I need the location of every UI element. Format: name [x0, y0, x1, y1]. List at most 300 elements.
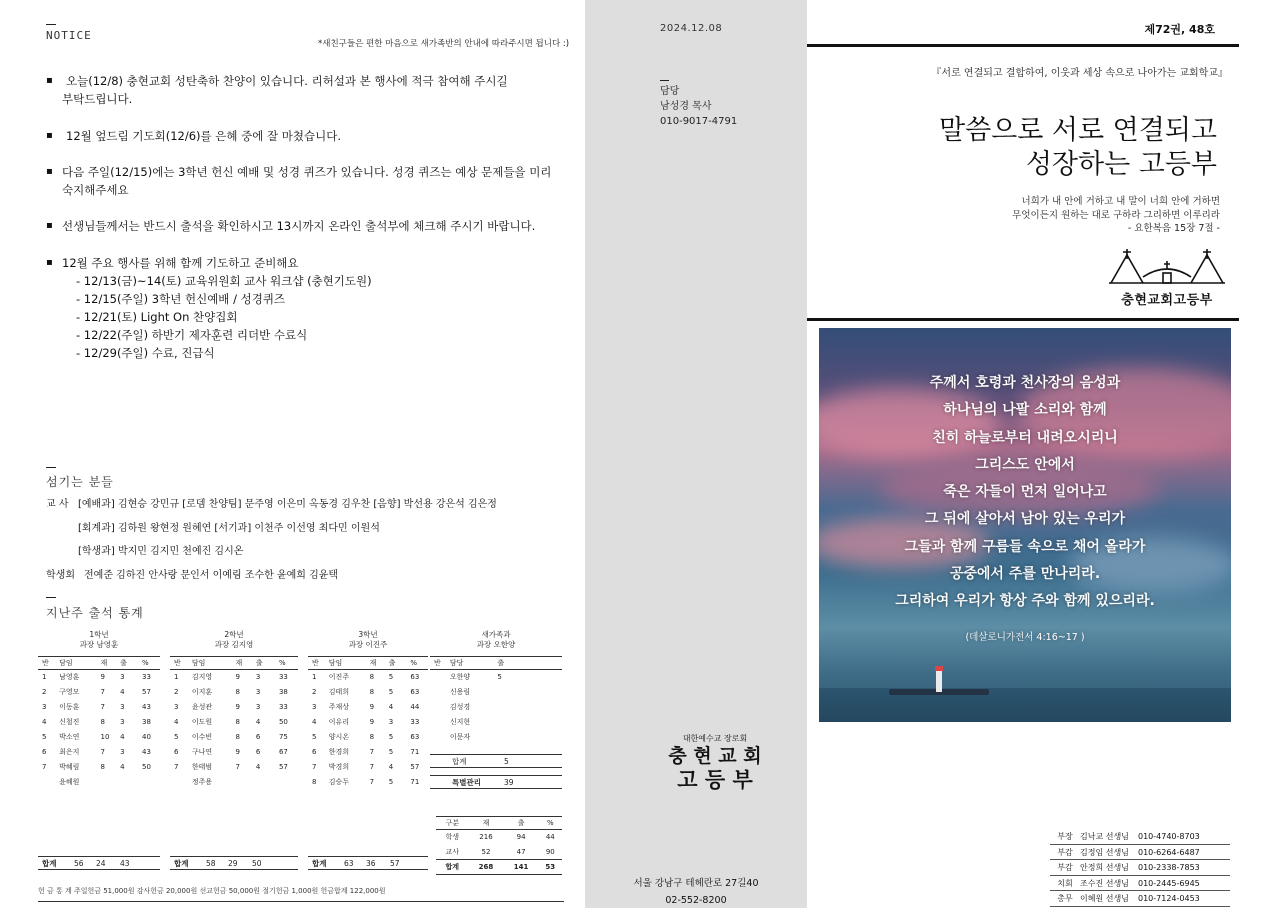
table-cell: 7: [42, 763, 47, 771]
notice-item: [46, 217, 535, 235]
total-cell: 합계: [42, 859, 57, 868]
table-cell: 김지영: [191, 673, 213, 682]
table-cell: [252, 775, 275, 790]
table-cell: [116, 775, 138, 790]
cover-page: [807, 0, 1283, 908]
table-cell: 7: [369, 748, 375, 756]
staff-role: 부감: [1057, 847, 1073, 857]
table-cell: 44: [410, 703, 420, 711]
table-cell: 신철진: [59, 718, 80, 726]
table-cell: 50: [142, 763, 151, 771]
table-row: [430, 685, 562, 700]
scripture-line: 주께서 호령과 천사장의 음성과: [929, 375, 1121, 391]
table-cell: 216: [479, 833, 493, 842]
table-cell: 40: [142, 733, 151, 741]
table-cell: 33: [410, 718, 420, 726]
newcomer-table: [430, 656, 562, 745]
scripture-line: 죽은 자들이 먼저 일어나고: [943, 484, 1107, 501]
table-header-row: [170, 657, 298, 670]
servers-title: 섬기는 분들: [46, 475, 114, 489]
notice-item-text: ▪ 다음 주일(12/15)에는 3학년 헌신 예배 및 성경 퀴즈가 있습니다. 성경 퀴즈는 예상 문제들을 미리: [62, 165, 552, 179]
table-header-row: [308, 657, 428, 670]
column-header: 반: [308, 657, 325, 670]
staff-name: 김낙교 선생님: [1080, 832, 1129, 841]
notice-item: [46, 163, 551, 199]
staff-phone: 010-7124-0453: [1138, 894, 1200, 903]
pastor-role: 담당: [660, 86, 680, 97]
table-row: [38, 715, 160, 730]
table-cell: 한경희: [328, 748, 350, 756]
staff-role: 치회: [1057, 878, 1073, 888]
table-header-row: [38, 657, 160, 670]
table-cell: 주재상: [328, 703, 350, 711]
table-cell: 3: [174, 703, 179, 711]
column-header: %: [539, 817, 562, 830]
table-cell: 9: [235, 748, 240, 756]
teacher-row: [학생과] 박지민 김지민 천예진 김시온: [78, 546, 244, 557]
table-cell: 2: [174, 688, 179, 696]
table-cell: 학생: [445, 833, 459, 842]
table-cell: 4: [120, 733, 125, 741]
lighthouse-icon: [936, 670, 942, 692]
column-header: %: [275, 657, 298, 670]
table-row: [430, 730, 562, 745]
newcomer-title: 새가족과: [481, 630, 511, 639]
left-page: [0, 0, 585, 908]
table-cell: 7: [100, 703, 106, 711]
table-cell: 교사: [445, 847, 459, 856]
table-cell: 3: [42, 703, 47, 711]
column-header: 재: [97, 657, 117, 670]
event-item: - 12/21(토) Light On 찬양집회: [76, 310, 238, 324]
table-cell: 최은지: [59, 748, 80, 756]
staff-row: [1050, 876, 1230, 892]
notice-item-text: 부탁드립니다.: [62, 92, 133, 106]
table-cell: 3: [120, 748, 125, 756]
total-cell: 63: [344, 859, 354, 868]
theme-verse: [1012, 195, 1220, 236]
divider: [807, 318, 1239, 321]
notice-item-text: ▪ 12월 주요 행사를 위해 함께 기도하고 준비해요: [62, 256, 299, 270]
table-cell: 8: [369, 733, 375, 741]
table-row: [308, 715, 428, 730]
table-cell: [170, 775, 188, 790]
motto: 『서로 연결되고 결합하여, 이웃과 세상 속으로 나아가는 교회학교』: [931, 68, 1228, 79]
table-cell: 10: [100, 733, 110, 741]
staff-name: 김정임 선생님: [1080, 847, 1129, 857]
table-cell: [493, 700, 562, 715]
table-cell: 57: [142, 688, 151, 696]
table-cell: 7: [174, 763, 179, 771]
table-cell: 박소연: [59, 733, 80, 741]
students-label: 학생회: [46, 570, 75, 581]
class-total: [38, 856, 160, 870]
table-row: [38, 775, 160, 790]
table-cell: 2: [42, 688, 47, 696]
table-row: [170, 760, 298, 775]
table-cell: 4: [255, 718, 261, 726]
class-header: [170, 630, 298, 650]
class-lead: 과장 남영훈: [79, 640, 119, 649]
logo-line1: 충 현 교 회: [668, 745, 762, 767]
table-cell: 이유리: [328, 718, 350, 726]
offering-summary: 헌 금 통 계 주일헌금 51,000원 감사헌금 20,000원 선교헌금 50,000원 절기헌금 1,000원 헌금합계 122,000원: [38, 886, 564, 902]
row-label: 특별관리: [452, 778, 481, 787]
table-cell: 구영모: [59, 688, 80, 696]
table-cell: 박혜림: [59, 763, 80, 771]
table-cell: 1: [312, 673, 317, 682]
table-row: [436, 845, 562, 860]
table-cell: 6: [255, 733, 261, 741]
total-cell: 56: [74, 859, 84, 868]
table-cell: 268: [478, 863, 494, 871]
class-grade: 2학년: [224, 630, 244, 639]
total-cell: 58: [206, 859, 216, 868]
staff-role: 부장: [1057, 832, 1073, 841]
table-cell: 이진주: [328, 673, 350, 682]
staff-row: [1050, 891, 1230, 907]
table-cell: 50: [278, 718, 288, 726]
total-cell: 29: [228, 859, 238, 868]
table-cell: 71: [410, 778, 420, 786]
table-cell: 5: [497, 673, 502, 682]
table-cell: 44: [545, 833, 555, 842]
table-row: [170, 685, 298, 700]
table-cell: 43: [142, 703, 151, 711]
total-cell: 50: [252, 859, 262, 868]
table-cell: 윤성관: [191, 703, 213, 711]
scripture-photo: [819, 328, 1231, 722]
table-cell: 57: [278, 763, 288, 771]
pastor-name: 남성경 목사: [660, 101, 712, 112]
column-header: %: [406, 657, 428, 670]
table-cell: 양시온: [328, 733, 350, 741]
table-cell: 7: [312, 763, 317, 771]
row-value: 39: [504, 778, 514, 787]
notice-note: *새친구들은 편한 마음으로 새가족반의 안내에 따라주시면 됩니다 :): [318, 39, 570, 49]
table-cell: 구나연: [191, 748, 213, 756]
table-cell: [231, 775, 251, 790]
table-cell: 5: [388, 778, 394, 786]
scripture-line: 그리하여 우리가 항상 주와 함께 있으리라.: [895, 593, 1155, 610]
table-cell: 5: [42, 733, 47, 741]
column-header: 반: [430, 657, 446, 670]
table-cell: 63: [410, 673, 420, 682]
table-cell: 4: [388, 763, 394, 771]
table-cell: 8: [235, 718, 240, 726]
row-label: 합계: [452, 757, 467, 766]
table-cell: 90: [545, 847, 555, 856]
table-cell: 3: [120, 718, 125, 726]
class-header: [308, 630, 428, 650]
table-row: [170, 715, 298, 730]
table-cell: 이도원: [191, 718, 213, 726]
staff-role: 부감: [1057, 863, 1073, 872]
table-cell: 1: [174, 673, 179, 682]
table-cell: [138, 775, 160, 790]
scripture-line: 공중에서 주를 만나리라.: [949, 566, 1101, 583]
column-header: 구분: [436, 817, 468, 830]
notice-title: NOTICE: [46, 29, 92, 42]
table-cell: 4: [174, 718, 179, 726]
scripture-line: 그리스도 안에서: [975, 456, 1075, 473]
table-cell: 9: [235, 673, 240, 682]
total-cell: 43: [120, 859, 130, 868]
table-row: [436, 860, 562, 875]
notice-item-text: ▪ 선생님들께서는 반드시 출석을 확인하시고 13시까지 온라인 출석부에 체크해 주시기 바랍니다.: [62, 219, 536, 233]
table-row: [38, 730, 160, 745]
class-grade: 3학년: [358, 630, 378, 639]
scripture-text: [819, 370, 1231, 651]
table-cell: 김승두: [328, 778, 350, 786]
table-cell: 5: [388, 688, 394, 696]
church-logo-mid: [660, 733, 770, 792]
total-cell: 57: [390, 859, 400, 868]
column-header: 담임: [55, 657, 96, 670]
table-row: [436, 830, 562, 845]
staff-phone: 010-6264-6487: [1138, 847, 1200, 857]
table-cell: 57: [410, 763, 420, 771]
table-cell: 3: [388, 718, 394, 726]
pastor-phone: 010-9017-4791: [660, 116, 738, 127]
scripture-line: 친히 하늘로부터 내려오시리니: [932, 429, 1118, 446]
verse-line2: 무엇이든지 원하는 대로 구하라 그리하면 이루리라: [1012, 209, 1220, 221]
table-cell: 6: [312, 748, 317, 756]
table-cell: 이지훈: [191, 688, 213, 696]
pastor-info: [660, 84, 737, 129]
table-cell: 8: [235, 688, 240, 696]
scripture-ref: (데살로니가전서 4:16~17 ): [965, 631, 1085, 643]
table-row: [308, 760, 428, 775]
table-cell: 신용림: [449, 688, 471, 696]
total-cell: 합계: [312, 859, 327, 868]
table-cell: [493, 730, 562, 745]
main-title: [939, 114, 1217, 182]
event-item: - 12/29(주일) 수료, 진급식: [76, 346, 215, 360]
table-cell: [38, 775, 55, 790]
table-cell: 5: [388, 673, 394, 682]
staff-row: [1050, 860, 1230, 876]
scripture-line: 그들과 함께 구름들 속으로 채어 올라가: [904, 538, 1146, 555]
table-row: [308, 685, 428, 700]
table-cell: 4: [120, 688, 125, 696]
table-row: [170, 730, 298, 745]
column-header: 재: [366, 657, 385, 670]
main-title-line1: 말씀으로 서로 연결되고: [939, 115, 1217, 146]
table-cell: 9: [100, 673, 106, 682]
table-cell: 김태희: [328, 688, 350, 696]
table-cell: 박경희: [328, 763, 350, 771]
scripture-line: 그 뒤에 살아서 남아 있는 우리가: [924, 511, 1126, 528]
staff-list: [1050, 829, 1230, 907]
table-cell: 이동훈: [59, 703, 80, 711]
table-cell: 38: [278, 688, 288, 696]
table-cell: 이문자: [449, 733, 471, 741]
logo-text: 충현교회고등부: [1121, 293, 1213, 308]
notice-item: [46, 127, 341, 145]
table-cell: 8: [235, 733, 240, 741]
staff-role: 총무: [1057, 894, 1073, 903]
table-row: [308, 700, 428, 715]
verse-ref: - 요한복음 15장 7절 -: [1127, 223, 1220, 234]
scripture-line: 하나님의 나팔 소리와 함께: [943, 402, 1107, 419]
table-cell: 43: [142, 748, 151, 756]
issue-number: 제72권, 48호: [1144, 23, 1215, 36]
table-row: [38, 685, 160, 700]
table-row: [430, 700, 562, 715]
table-cell: 8: [100, 763, 106, 771]
class-table: [38, 656, 160, 790]
table-cell: 4: [312, 718, 317, 726]
class-grade: 1학년: [89, 630, 109, 639]
table-cell: 33: [142, 673, 151, 682]
divider: [807, 44, 1239, 47]
teacher-row: [예배과] 김현승 강민규 [로뎀 찬양팀] 문주영 이은미 옥동경 김우찬 [음향] 박선용 강은석 김은정: [78, 499, 497, 510]
summary-table: [436, 816, 562, 875]
table-cell: 9: [369, 703, 375, 711]
table-cell: 8: [312, 778, 317, 786]
column-header: 출: [493, 657, 562, 670]
class-table: [170, 656, 298, 790]
class-total: [170, 856, 298, 870]
table-cell: 94: [516, 833, 526, 842]
church-address: [585, 875, 807, 908]
notice-item: [46, 72, 508, 108]
church-roof-icon: [1107, 247, 1227, 285]
table-cell: 5: [388, 733, 394, 741]
table-row: [170, 775, 298, 790]
table-row: [308, 775, 428, 790]
table-cell: 3: [255, 688, 261, 696]
column-header: 반: [170, 657, 188, 670]
table-cell: 김성경: [449, 703, 471, 711]
event-item: - 12/22(주일) 하반기 제자훈련 리더반 수료식: [76, 328, 308, 342]
table-cell: 7: [100, 688, 106, 696]
table-row: [170, 700, 298, 715]
newcomer-total: [430, 754, 562, 768]
staff-phone: 010-4740-8703: [1138, 832, 1200, 841]
table-row: [308, 670, 428, 685]
total-cell: 24: [96, 859, 106, 868]
table-cell: 오한양: [449, 673, 471, 682]
table-cell: 4: [42, 718, 47, 726]
table-cell: 63: [410, 688, 420, 696]
section-marker: [660, 80, 669, 81]
table-cell: 7: [369, 763, 375, 771]
table-cell: [275, 775, 298, 790]
table-cell: 이수빈: [191, 733, 213, 741]
table-cell: 8: [100, 718, 106, 726]
staff-phone: 010-2338-7853: [1138, 863, 1200, 872]
table-cell: 합계: [445, 863, 459, 871]
staff-name: 이혜원 선생님: [1080, 894, 1129, 903]
table-row: [430, 715, 562, 730]
table-cell: 3: [255, 703, 261, 711]
table-cell: 3: [120, 673, 125, 682]
teacher-label: 교 사: [46, 499, 69, 510]
table-cell: 7: [100, 748, 106, 756]
table-cell: 67: [278, 748, 288, 756]
table-cell: 8: [369, 688, 375, 696]
staff-row: [1050, 845, 1230, 861]
class-lead: 과장 이진주: [348, 640, 388, 649]
notice-item-text: ▪ 오늘(12/8) 충현교회 성탄축하 찬양이 있습니다. 리허설과 본 행사에 적극 참여해 주시길: [66, 74, 508, 88]
column-header: 출: [116, 657, 138, 670]
newcomer-header: [430, 630, 562, 650]
table-cell: 33: [278, 703, 288, 711]
logo-denomination: 대한예수교 장로회: [682, 734, 748, 743]
class-lead: 과장 김지영: [214, 640, 254, 649]
total-cell: 36: [366, 859, 376, 868]
table-cell: 53: [545, 863, 556, 871]
table-cell: 7: [235, 763, 240, 771]
table-cell: 38: [142, 718, 151, 726]
table-cell: 33: [278, 673, 288, 682]
table-cell: 4: [255, 763, 261, 771]
table-cell: [493, 685, 562, 700]
table-row: [38, 760, 160, 775]
table-cell: [493, 715, 562, 730]
table-cell: 2: [312, 688, 317, 696]
column-header: 담당: [446, 657, 494, 670]
table-cell: 4: [388, 703, 394, 711]
table-header-row: [436, 817, 562, 830]
staff-phone: 010-2445-6945: [1138, 878, 1200, 888]
table-cell: 6: [42, 748, 47, 756]
table-cell: 5: [174, 733, 179, 741]
table-header-row: [430, 657, 562, 670]
table-cell: 5: [388, 748, 394, 756]
class-header: [38, 630, 160, 650]
table-row: [38, 745, 160, 760]
table-cell: 신지현: [449, 718, 471, 726]
verse-line1: 너희가 내 안에 거하고 내 말이 너희 안에 거하면: [1021, 196, 1220, 207]
table-cell: 6: [255, 748, 261, 756]
notice-item: [46, 254, 372, 362]
table-cell: 52: [481, 847, 491, 856]
table-cell: 6: [174, 748, 179, 756]
table-row: [170, 670, 298, 685]
main-title-line2: 성장하는 고등부: [1025, 149, 1217, 180]
table-row: [38, 700, 160, 715]
table-row: [308, 745, 428, 760]
table-row: [308, 730, 428, 745]
notice-item-text: 숙지해주세요: [62, 183, 129, 197]
special-care: [430, 775, 562, 789]
table-cell: 141: [513, 863, 529, 871]
column-header: 재: [468, 817, 503, 830]
section-marker: [46, 597, 56, 598]
staff-row: [1050, 829, 1230, 845]
event-item: - 12/15(주일) 3학년 헌신예배 / 성경퀴즈: [76, 292, 286, 306]
column-header: 반: [38, 657, 55, 670]
class-table: [308, 656, 428, 790]
table-cell: 5: [312, 733, 317, 741]
table-cell: 3: [255, 673, 261, 682]
row-value: 5: [504, 757, 509, 766]
column-header: 출: [252, 657, 275, 670]
table-cell: 3: [120, 703, 125, 711]
event-item: - 12/13(금)~14(토) 교육위원회 교사 워크샵 (충현기도원): [76, 274, 372, 288]
column-header: 담임: [188, 657, 232, 670]
staff-name: 안정희 선생님: [1080, 863, 1129, 872]
table-cell: 한태범: [191, 763, 213, 771]
church-logo: [1107, 247, 1227, 308]
table-cell: 윤혜원: [59, 778, 80, 786]
students-row: 전예준 김하진 안사랑 문인서 이예림 조수한 윤예희 김윤택: [84, 570, 339, 581]
class-total: [308, 856, 428, 870]
newcomer-lead: 과장 오한양: [476, 640, 516, 649]
